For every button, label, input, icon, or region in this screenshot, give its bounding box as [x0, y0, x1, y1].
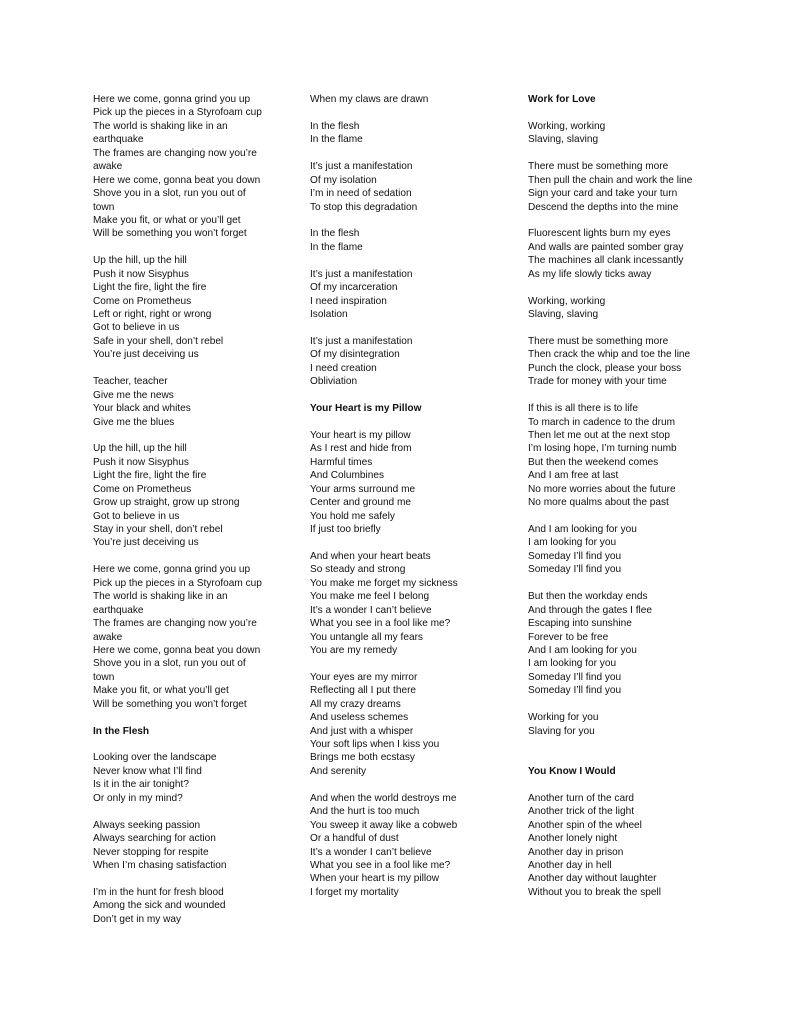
stanza-break	[310, 389, 500, 402]
lyric-line: And I am free at last	[528, 470, 619, 482]
lyric-line: awake	[93, 161, 123, 173]
lyric-line: Your black and whites	[93, 403, 191, 415]
lyric-line: In the flesh	[310, 228, 360, 240]
lyric-line: I need inspiration	[310, 295, 387, 307]
lyric-line: Descend the depths into the mine	[528, 201, 679, 213]
lyric-line: Punch the clock, please your boss	[528, 362, 682, 374]
lyric-line: Working, working	[528, 295, 606, 307]
lyric-line: Without you to break the spell	[528, 886, 661, 898]
lyric-line: Here we come, gonna grind you up	[93, 94, 251, 105]
stanza-break	[93, 362, 283, 375]
lyric-line: Got to believe in us	[93, 322, 180, 334]
lyric-line: Push it now Sisyphus	[93, 456, 189, 468]
lyric-line: All my crazy dreams	[310, 698, 401, 710]
stanza-break	[93, 550, 283, 563]
stanza-break	[310, 536, 500, 549]
stanza-break	[310, 657, 500, 670]
lyric-line: Another lonely night	[528, 833, 618, 845]
lyric-line: The machines all clank incessantly	[528, 255, 684, 267]
lyric-line: Shove you in a slot, run you out of	[93, 188, 246, 200]
lyric-line: And I am looking for you	[528, 644, 637, 656]
lyric-line: And just with a whisper	[310, 725, 414, 737]
lyric-line: awake	[93, 631, 123, 643]
lyric-line: Pick up the pieces in a Styrofoam cup	[93, 577, 262, 589]
lyric-line: Fluorescent lights burn my eyes	[528, 228, 671, 240]
lyric-line: Here we come, gonna grind you up	[93, 564, 251, 576]
lyric-line: You sweep it away like a cobweb	[310, 819, 458, 831]
lyric-line: You’re just deceiving us	[93, 537, 199, 549]
lyric-line: Someday I’ll find you	[528, 671, 622, 683]
lyric-line: Harmful times	[310, 456, 373, 468]
lyric-line: And useless schemes	[310, 712, 409, 724]
lyric-line: Shove you in a slot, run you out of	[93, 658, 246, 670]
lyric-line: And walls are painted somber gray	[528, 241, 684, 253]
stanza-break	[310, 254, 500, 267]
lyric-line: Another trick of the light	[528, 806, 635, 818]
lyric-line: Teacher, teacher	[93, 376, 168, 388]
lyric-line: When I’m chasing satisfaction	[93, 859, 227, 871]
lyric-line: It’s just a manifestation	[310, 335, 413, 347]
lyric-line: Another day in hell	[528, 859, 612, 871]
stanza-break	[528, 510, 743, 523]
lyric-line: What you see in a fool like me?	[310, 618, 451, 630]
lyric-line: Escaping into sunshine	[528, 618, 632, 630]
lyric-line: Looking over the landscape	[93, 752, 217, 764]
lyric-line: Another day without laughter	[528, 873, 657, 885]
lyric-line: Of my incarceration	[310, 282, 398, 294]
lyric-line: Up the hill, up the hill	[93, 255, 187, 267]
lyric-line: Make you fit, or what or you’ll get	[93, 214, 241, 226]
lyric-line: Come on Prometheus	[93, 483, 192, 495]
lyric-line: Here we come, gonna beat you down	[93, 644, 261, 656]
stanza-break	[528, 147, 743, 160]
lyric-line: Working, working	[528, 120, 606, 132]
lyric-line: Forever to be free	[528, 631, 609, 643]
lyrics-column-3	[528, 93, 743, 899]
lyric-line: And through the gates I flee	[528, 604, 653, 616]
lyric-line: Light the fire, light the fire	[93, 282, 207, 294]
lyric-line: Don’t get in my way	[93, 913, 182, 925]
lyric-line: The frames are changing now you’re	[93, 147, 257, 159]
lyrics-column-1	[93, 93, 283, 926]
lyric-line: Someday I’ll find you	[528, 685, 622, 697]
lyric-line: It’s just a manifestation	[310, 268, 413, 280]
lyric-line: What you see in a fool like me?	[310, 859, 451, 871]
lyric-line: Light the fire, light the fire	[93, 470, 207, 482]
stanza-break	[528, 281, 743, 294]
stanza-break	[93, 738, 283, 751]
lyric-line: town	[93, 201, 115, 213]
lyric-line: Another day in prison	[528, 846, 624, 858]
lyric-line: Trade for money with your time	[528, 376, 667, 388]
lyric-line: Come on Prometheus	[93, 295, 192, 307]
stanza-break	[93, 805, 283, 818]
lyric-line: Pick up the pieces in a Styrofoam cup	[93, 107, 262, 119]
lyric-line: You untangle all my fears	[310, 631, 423, 643]
lyric-line: Make you fit, or what you’ll get	[93, 685, 229, 697]
lyric-line: Safe in your shell, don’t rebel	[93, 335, 224, 347]
lyric-line: Is it in the air tonight?	[93, 779, 189, 791]
lyric-line: town	[93, 671, 115, 683]
lyric-line: And serenity	[310, 765, 367, 777]
lyric-line: I’m in the hunt for fresh blood	[93, 886, 224, 898]
lyric-line: Your eyes are my mirror	[310, 671, 418, 683]
lyric-line: Got to believe in us	[93, 510, 180, 522]
lyric-line: I’m in need of sedation	[310, 188, 412, 200]
lyric-line: But then the weekend comes	[528, 456, 659, 468]
stanza-break	[310, 321, 500, 334]
lyric-line: When my claws are drawn	[310, 94, 429, 105]
lyric-line: The world is shaking like in an	[93, 120, 228, 132]
lyric-line: There must be something more	[528, 161, 669, 173]
stanza-break	[310, 214, 500, 227]
lyric-line: You make me feel I belong	[310, 591, 430, 603]
song-title: In the Flesh	[93, 725, 150, 737]
lyric-line: Of my isolation	[310, 174, 377, 186]
lyric-line: And when your heart beats	[310, 550, 431, 562]
lyric-line: To march in cadence to the drum	[528, 416, 675, 428]
lyric-line: And the hurt is too much	[310, 806, 420, 818]
lyric-line: Will be something you won’t forget	[93, 698, 247, 710]
song-title: Work for Love	[528, 94, 596, 105]
lyric-line: Among the sick and wounded	[93, 900, 226, 912]
lyric-line: Another turn of the card	[528, 792, 635, 804]
lyric-line: Reflecting all I put there	[310, 685, 417, 697]
lyric-line: Slaving, slaving	[528, 309, 599, 320]
lyric-line: As my life slowly ticks away	[528, 268, 652, 280]
lyric-line: In the flame	[310, 241, 363, 253]
lyric-line: I am looking for you	[528, 658, 617, 670]
stanza-break	[528, 738, 743, 751]
stanza-break	[93, 711, 283, 724]
lyric-line: I am looking for you	[528, 537, 617, 549]
lyric-line: If just too briefly	[310, 524, 381, 535]
lyric-line: As I rest and hide from	[310, 443, 412, 455]
lyric-line: It’s a wonder I can’t believe	[310, 604, 432, 616]
lyric-line: Or only in my mind?	[93, 792, 183, 804]
song-title: You Know I Would	[528, 765, 616, 777]
lyric-line: Obliviation	[310, 376, 358, 388]
lyric-line: You are my remedy	[310, 644, 398, 656]
stanza-break	[93, 241, 283, 254]
lyric-line: Isolation	[310, 309, 348, 320]
lyric-line: earthquake	[93, 134, 144, 146]
stanza-break	[528, 698, 743, 711]
lyric-line: Another spin of the wheel	[528, 819, 642, 831]
lyric-line: Up the hill, up the hill	[93, 443, 187, 455]
stanza-break	[310, 778, 500, 791]
lyric-line: Left or right, right or wrong	[93, 309, 212, 320]
stanza-break	[528, 778, 743, 791]
lyric-line: The frames are changing now you’re	[93, 618, 257, 630]
lyric-line: Your arms surround me	[310, 483, 416, 495]
lyric-line: Center and ground me	[310, 497, 412, 509]
lyric-line: Then crack the whip and toe the line	[528, 349, 691, 361]
stanza-break	[310, 106, 500, 119]
lyrics-column-2	[310, 93, 500, 899]
stanza-break	[528, 751, 743, 764]
lyric-line: You’re just deceiving us	[93, 349, 199, 361]
lyric-line: Working for you	[528, 712, 599, 724]
lyric-line: It’s just a manifestation	[310, 161, 413, 173]
lyric-line: Give me the blues	[93, 416, 175, 428]
lyric-line: Sign your card and take your turn	[528, 188, 678, 200]
lyric-line: There must be something more	[528, 335, 669, 347]
lyric-line: Your soft lips when I kiss you	[310, 739, 440, 750]
lyric-line: The world is shaking like in an	[93, 591, 228, 603]
song-title: Your Heart is my Pillow	[310, 403, 422, 415]
lyric-line: You make me forget my sickness	[310, 577, 458, 589]
lyric-line: Then pull the chain and work the line	[528, 174, 693, 186]
lyric-line: In the flame	[310, 134, 363, 146]
stanza-break	[528, 577, 743, 590]
lyric-line: Push it now Sisyphus	[93, 268, 189, 280]
lyric-line: No more qualms about the past	[528, 497, 669, 509]
lyric-line: Your heart is my pillow	[310, 429, 411, 441]
lyric-line: And I am looking for you	[528, 524, 637, 535]
lyric-line: Grow up straight, grow up strong	[93, 497, 240, 509]
lyric-line: Give me the news	[93, 389, 174, 401]
lyric-line: So steady and strong	[310, 564, 406, 576]
lyric-line: In the flesh	[310, 120, 360, 132]
stanza-break	[310, 147, 500, 160]
stanza-break	[528, 214, 743, 227]
lyric-line: It’s a wonder I can’t believe	[310, 846, 432, 858]
lyric-line: And when the world destroys me	[310, 792, 457, 804]
lyric-line: Stay in your shell, don’t rebel	[93, 524, 223, 535]
lyric-line: When your heart is my pillow	[310, 873, 440, 885]
lyric-line: Someday I’ll find you	[528, 564, 622, 576]
lyric-line: But then the workday ends	[528, 591, 648, 603]
lyric-line: I forget my mortality	[310, 886, 399, 898]
lyric-line: I need creation	[310, 362, 377, 374]
lyric-line: earthquake	[93, 604, 144, 616]
lyric-line: Never stopping for respite	[93, 846, 209, 858]
lyric-line: No more worries about the future	[528, 483, 676, 495]
lyric-line: To stop this degradation	[310, 201, 418, 213]
lyric-line: Or a handful of dust	[310, 833, 399, 845]
lyric-line: Someday I’ll find you	[528, 550, 622, 562]
lyric-line: Never know what I’ll find	[93, 765, 202, 777]
lyric-line: And Columbines	[310, 470, 385, 482]
lyric-line: Slaving for you	[528, 725, 595, 737]
stanza-break	[93, 872, 283, 885]
stanza-break	[528, 321, 743, 334]
lyric-line: Then let me out at the next stop	[528, 429, 670, 441]
lyric-line: Will be something you won’t forget	[93, 228, 247, 240]
lyric-line: Slaving, slaving	[528, 134, 599, 146]
stanza-break	[528, 389, 743, 402]
lyric-line: Always seeking passion	[93, 819, 201, 831]
lyric-line: Brings me both ecstasy	[310, 752, 415, 764]
lyric-line: Always searching for action	[93, 833, 216, 845]
lyric-line: Of my disintegration	[310, 349, 400, 361]
lyric-line: If this is all there is to life	[528, 403, 638, 415]
lyric-line: Here we come, gonna beat you down	[93, 174, 261, 186]
stanza-break	[93, 429, 283, 442]
stanza-break	[310, 416, 500, 429]
lyric-line: I’m losing hope, I’m turning numb	[528, 443, 677, 455]
stanza-break	[528, 106, 743, 119]
lyric-line: You hold me safely	[310, 510, 395, 522]
